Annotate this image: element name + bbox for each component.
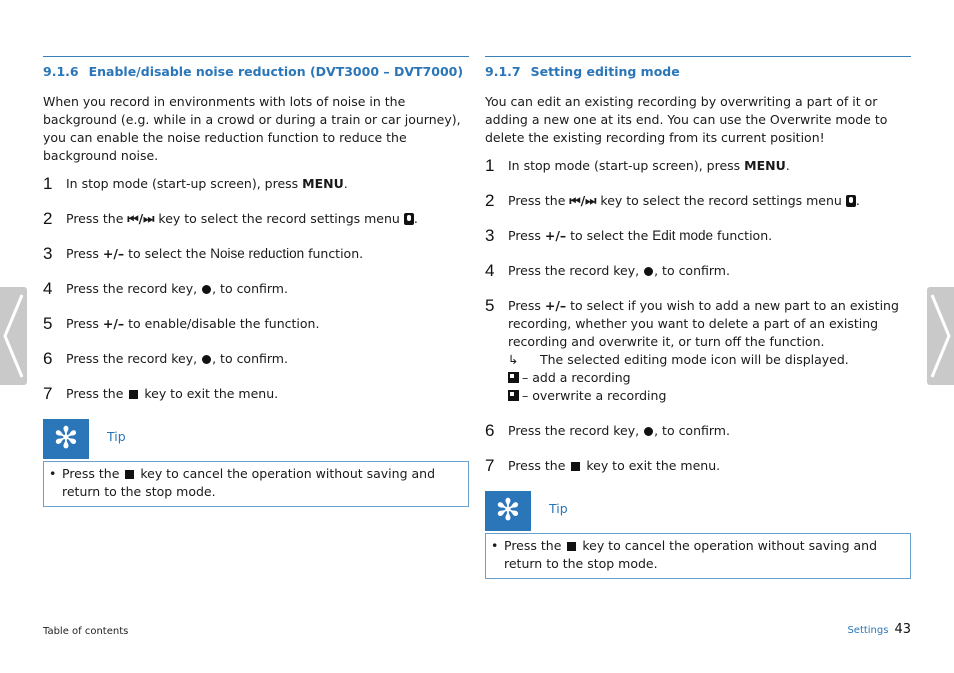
step-text: . xyxy=(413,211,418,226)
stop-square-icon xyxy=(129,390,138,399)
previous-page-tab[interactable] xyxy=(0,287,27,385)
section-heading xyxy=(485,64,911,80)
tip-text-start: Press the xyxy=(504,538,566,553)
step-5 xyxy=(485,297,911,405)
step-text: Press the xyxy=(508,193,570,208)
step-text: key to select the record settings menu xyxy=(596,193,842,208)
stop-square-icon xyxy=(567,542,576,551)
step-text: . xyxy=(855,193,860,208)
tip-label: Tip xyxy=(107,429,126,444)
tip-header xyxy=(485,491,911,533)
section-title: Setting editing mode xyxy=(530,64,680,79)
step-text: Press xyxy=(66,246,103,261)
record-dot-icon xyxy=(202,285,211,294)
plus-minus-key-label: +/– xyxy=(102,246,125,261)
step-text: Press the record key, xyxy=(66,281,202,296)
stop-square-icon xyxy=(125,470,134,479)
step-text: to select the xyxy=(124,246,211,261)
step-number: 5 xyxy=(43,314,53,333)
step-text: key to exit the menu. xyxy=(582,458,721,473)
step-text: function. xyxy=(304,246,364,261)
tip-text-end: key to cancel the operation without saving and return to the stop mode. xyxy=(62,466,436,499)
tip-text xyxy=(504,537,900,573)
step-text: Press xyxy=(66,316,103,331)
footer-section-label: Settings xyxy=(847,625,889,636)
result-text: The selected editing mode icon will be displayed. xyxy=(540,352,849,367)
plus-minus-key-label: +/– xyxy=(102,316,125,331)
step-number: 7 xyxy=(485,456,495,475)
step-number: 2 xyxy=(43,209,53,228)
tip-box xyxy=(485,533,911,579)
step-number: 3 xyxy=(43,244,53,263)
step-text: Press xyxy=(508,298,545,313)
section-noise-reduction xyxy=(43,56,469,507)
step-7 xyxy=(485,457,911,475)
step-text: Press the xyxy=(66,386,128,401)
step-text: . xyxy=(343,176,348,191)
step-text: function. xyxy=(713,228,773,243)
step-number: 5 xyxy=(485,296,495,315)
chevron-left-icon xyxy=(0,287,27,385)
tip-text-end: key to cancel the operation without saving and return to the stop mode. xyxy=(504,538,878,571)
step-number: 7 xyxy=(43,384,53,403)
stop-square-icon xyxy=(571,462,580,471)
step-text: , to confirm. xyxy=(654,423,730,438)
step-4 xyxy=(485,262,911,280)
step-3 xyxy=(43,245,469,263)
table-of-contents-link[interactable]: Table of contents xyxy=(43,626,129,637)
tip-text xyxy=(62,465,458,501)
step-text: key to exit the menu. xyxy=(140,386,279,401)
tip-item xyxy=(491,537,900,573)
tip-text-start: Press the xyxy=(62,466,124,481)
record-dot-icon xyxy=(644,267,653,276)
section-number: 9.1.7 xyxy=(485,64,521,79)
next-page-tab[interactable] xyxy=(927,287,954,385)
step-list xyxy=(485,157,911,475)
overwrite-mode-icon xyxy=(508,390,519,401)
step-number: 4 xyxy=(43,279,53,298)
step-text: In stop mode (start-up screen), press xyxy=(66,176,303,191)
step-3 xyxy=(485,227,911,245)
step-number: 3 xyxy=(485,226,495,245)
step-text: to enable/disable the function. xyxy=(124,316,320,331)
step-7 xyxy=(43,385,469,403)
step-text: Press the record key, xyxy=(508,423,644,438)
menu-key-label: MENU xyxy=(302,176,344,191)
step-text: . xyxy=(785,158,790,173)
step-text: Press xyxy=(508,228,545,243)
step-text: , to confirm. xyxy=(654,263,730,278)
plus-minus-key-label: +/– xyxy=(544,298,567,313)
tip-asterisk-icon: ✻ xyxy=(43,419,89,459)
step-number: 1 xyxy=(43,174,53,193)
step-text: Press the record key, xyxy=(66,351,202,366)
page-number: 43 xyxy=(894,622,911,637)
step-6 xyxy=(43,350,469,368)
section-number: 9.1.6 xyxy=(43,64,79,79)
section-heading xyxy=(43,64,469,80)
page-footer xyxy=(847,622,911,637)
section-intro: When you record in environments with lots of noise in the background (e.g. while in a crowd or during a train or car journey), you can enable the noise reduction function to reduce the background noise. xyxy=(43,94,461,163)
step-text: Press the record key, xyxy=(508,263,644,278)
section-editing-mode xyxy=(485,56,911,579)
step-number: 4 xyxy=(485,261,495,280)
step-text: Press the xyxy=(66,211,128,226)
tip-header xyxy=(43,419,469,461)
tip-item xyxy=(49,465,458,501)
step-2 xyxy=(485,192,911,210)
step-text: to select if you wish to add a new part to an existing recording, whether you want to delete a part of an existing recording and overwrite it, or turn off the function. xyxy=(508,298,899,349)
microphone-icon xyxy=(404,213,414,225)
record-dot-icon xyxy=(644,427,653,436)
skip-key-label: ⏮/⏭ xyxy=(127,211,155,226)
step-number: 2 xyxy=(485,191,495,210)
step-list xyxy=(43,175,469,403)
chevron-right-icon xyxy=(927,287,954,385)
microphone-icon xyxy=(846,195,856,207)
step-text: Press the xyxy=(508,458,570,473)
bullet: • xyxy=(491,538,499,553)
function-name: Edit mode xyxy=(652,228,714,243)
skip-key-label: ⏮/⏭ xyxy=(569,193,597,208)
step-text: key to select the record settings menu xyxy=(154,211,400,226)
step-2 xyxy=(43,210,469,228)
step-text: , to confirm. xyxy=(212,281,288,296)
record-dot-icon xyxy=(202,355,211,364)
append-mode-icon xyxy=(508,372,519,383)
step-text: to select the xyxy=(566,228,653,243)
section-rule xyxy=(43,56,469,57)
step-6 xyxy=(485,422,911,440)
plus-minus-key-label: +/– xyxy=(544,228,567,243)
step-text: , to confirm. xyxy=(212,351,288,366)
result-arrow-icon: ↳ xyxy=(508,352,519,367)
bullet: • xyxy=(49,466,57,481)
step-1 xyxy=(43,175,469,193)
tip-box xyxy=(43,461,469,507)
function-name: Noise reduction xyxy=(210,246,305,261)
section-title: Enable/disable noise reduction (DVT3000 – DVT7000) xyxy=(88,64,464,79)
step-4 xyxy=(43,280,469,298)
option-overwrite xyxy=(508,387,911,405)
step-text: In stop mode (start-up screen), press xyxy=(508,158,745,173)
step-number: 6 xyxy=(43,349,53,368)
step-number: 1 xyxy=(485,156,495,175)
step-result xyxy=(508,351,911,369)
menu-key-label: MENU xyxy=(744,158,786,173)
tip-label: Tip xyxy=(549,501,568,516)
option-text: – overwrite a recording xyxy=(522,388,667,403)
option-add xyxy=(508,369,911,387)
tip-asterisk-icon: ✻ xyxy=(485,491,531,531)
step-5 xyxy=(43,315,469,333)
step-number: 6 xyxy=(485,421,495,440)
option-text: – add a recording xyxy=(522,370,631,385)
step-1 xyxy=(485,157,911,175)
section-intro: You can edit an existing recording by overwriting a part of it or adding a new one at its end. You can use the Overwrite mode to delete the existing recording from its current position! xyxy=(485,94,888,145)
section-rule xyxy=(485,56,911,57)
